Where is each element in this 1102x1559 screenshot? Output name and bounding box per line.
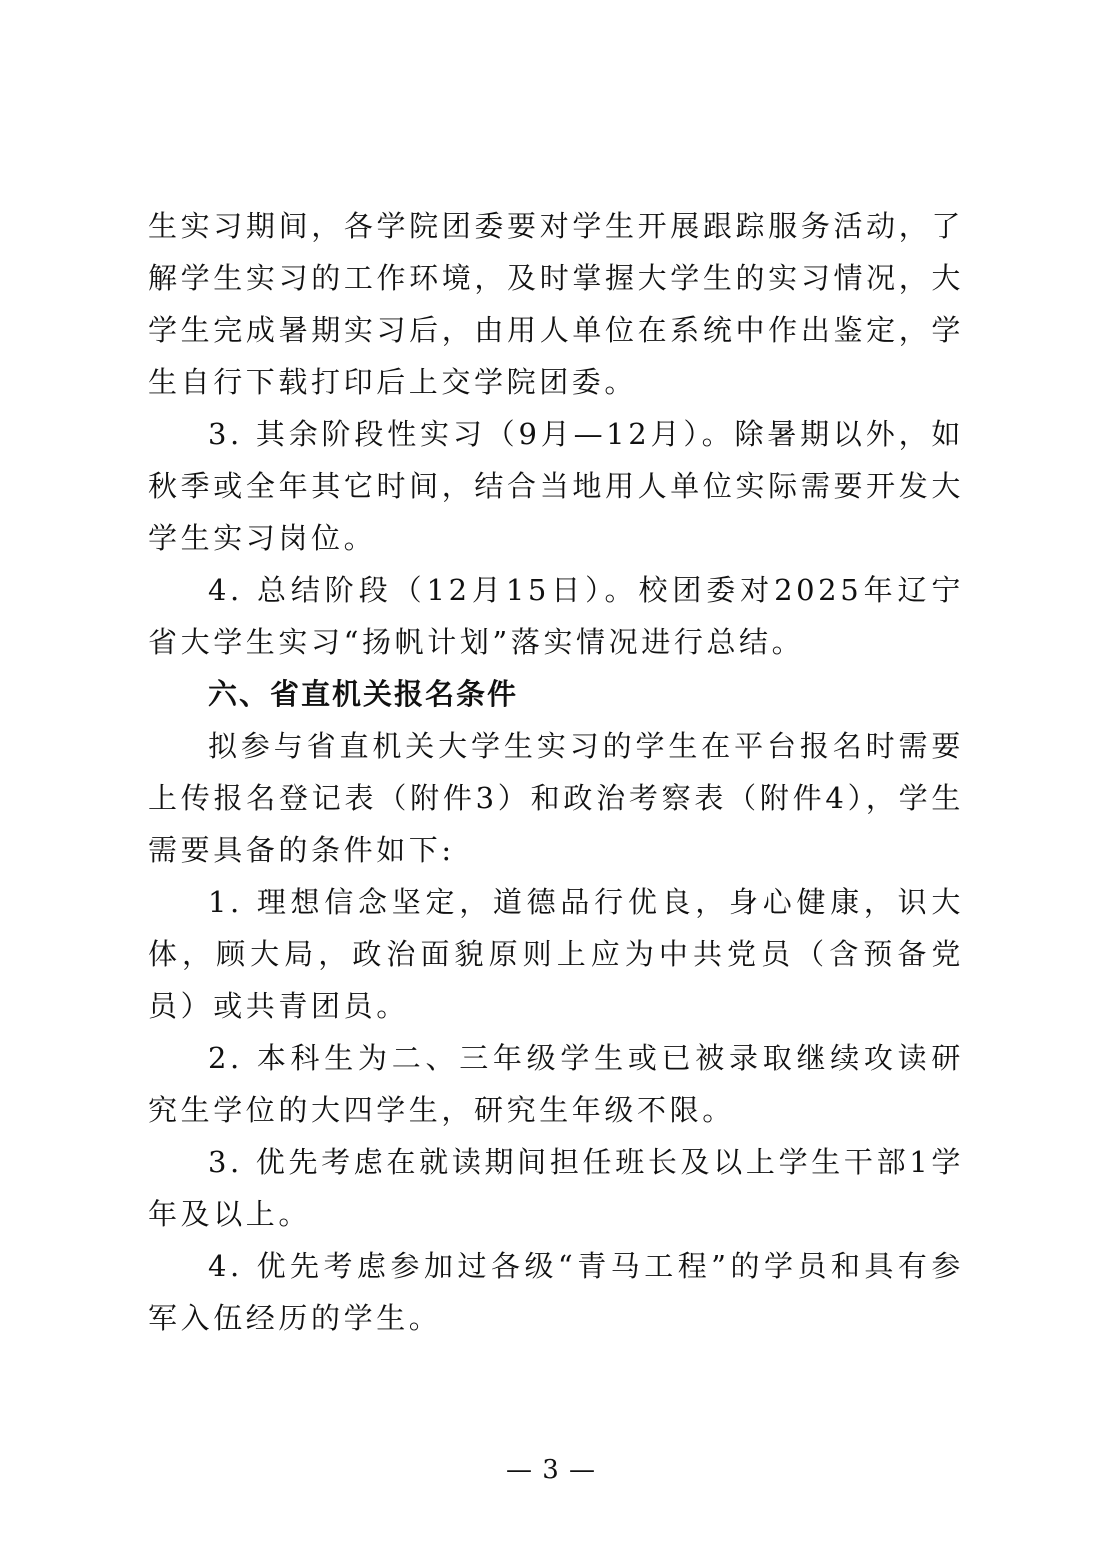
paragraph-condition-4: 4. 优先考虑参加过各级“青马工程”的学员和具有参军入伍经历的学生。 xyxy=(148,1249,964,1335)
paragraph-condition-3: 3. 优先考虑在就读期间担任班长及以上学生干部1学年及以上。 xyxy=(148,1145,964,1231)
paragraph-registration-intro: 拟参与省直机关大学生实习的学生在平台报名时需要上传报名登记表（附件3）和政治考察表（附件4），学生需要具备的条件如下: xyxy=(148,729,964,867)
section-heading: 六、省直机关报名条件 xyxy=(208,677,519,711)
paragraph-condition-1: 1. 理想信念坚定，道德品行优良，身心健康，识大体，顾大局，政治面貌原则上应为中共党员（含预备党员）或共青团员。 xyxy=(148,885,964,1023)
paragraph-stage-3: 3. 其余阶段性实习（9月—12月）。除暑期以外，如秋季或全年其它时间，结合当地用人单位实际需要开发大学生实习岗位。 xyxy=(148,417,964,555)
paragraph-continuation: 生实习期间，各学院团委要对学生开展跟踪服务活动，了解学生实习的工作环境，及时掌握大学生的实习情况，大学生完成暑期实习后，由用人单位在系统中作出鉴定，学生自行下载打印后上交学院团委。 xyxy=(148,209,964,399)
paragraph-stage-4: 4. 总结阶段（12月15日）。校团委对2025年辽宁省大学生实习“扬帆计划”落实情况进行总结。 xyxy=(148,573,964,659)
document-body xyxy=(148,200,964,1344)
paragraph-condition-2: 2. 本科生为二、三年级学生或已被录取继续攻读研究生学位的大四学生，研究生年级不限。 xyxy=(148,1041,964,1127)
page-number: — 3 — xyxy=(505,1455,597,1485)
